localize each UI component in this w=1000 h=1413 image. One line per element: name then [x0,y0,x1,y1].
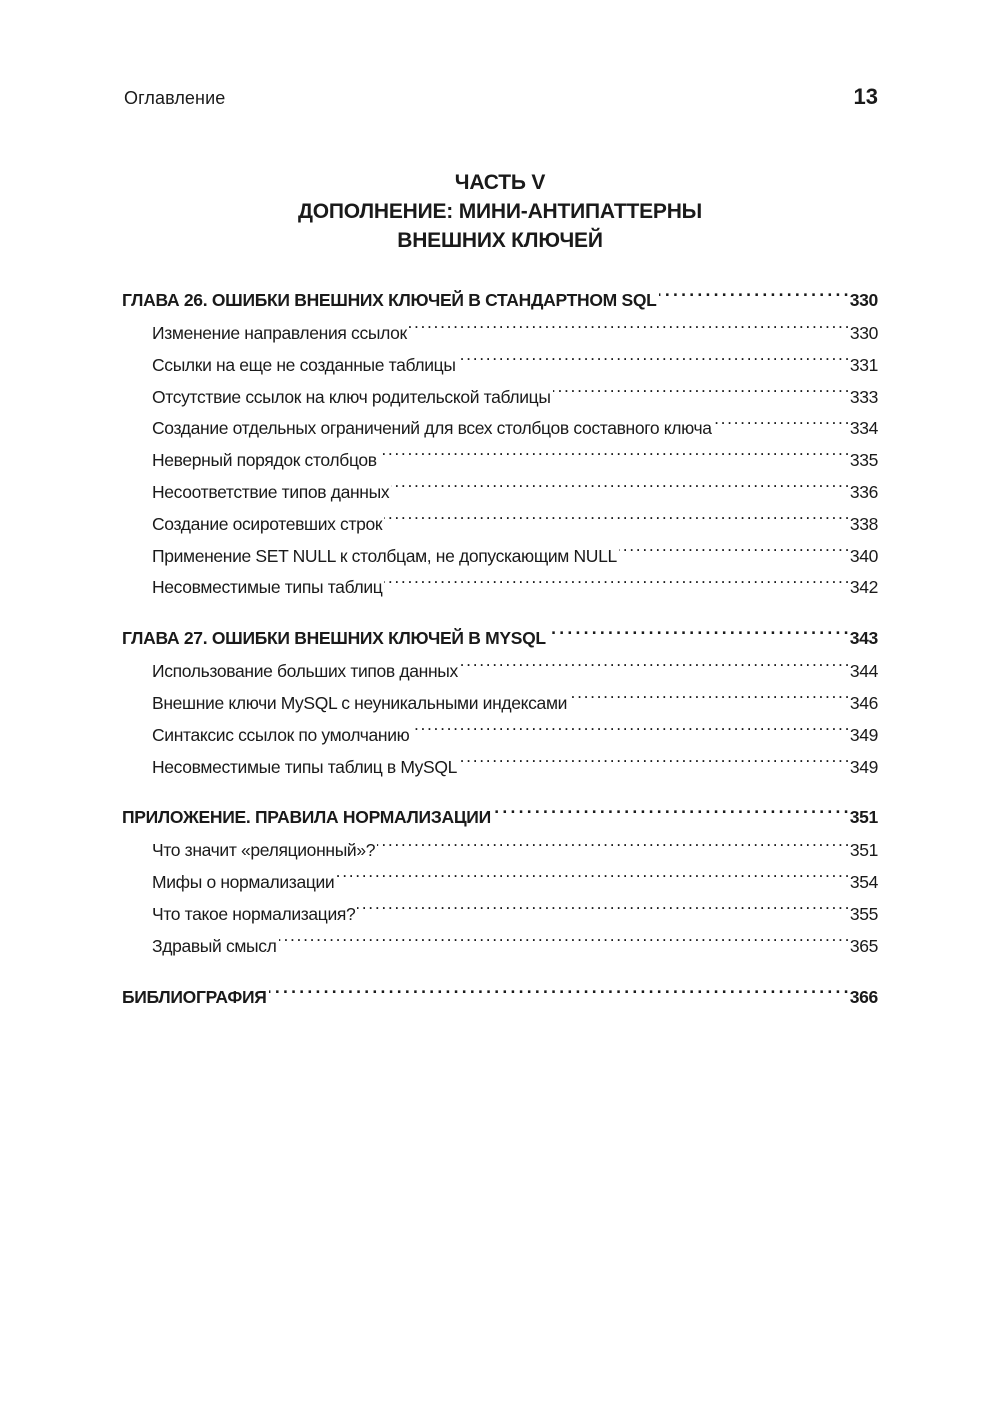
toc-dot-leader [391,480,848,498]
toc-section-list [122,835,878,962]
toc-section-page: 331 [849,354,878,375]
toc-section-title: Отсутствие ссылок на ключ родительской таблицы [152,386,551,407]
toc-section-entry [122,656,878,688]
toc-dot-leader [384,576,847,594]
toc-section-title: Изменение направления ссылок [152,323,407,343]
toc-dot-leader [269,985,848,1003]
toc-dot-leader [411,723,847,741]
toc-section-title: Синтаксис ссылок по умолчанию [152,724,410,745]
toc-section-title: Что такое нормализация? [152,903,356,924]
toc-section-entry [122,350,878,382]
toc-section-page: 355 [849,903,878,924]
toc-chapter-group [122,981,878,1013]
toc-chapter-group [122,801,878,962]
toc-section-page: 349 [849,724,878,745]
page-number: 13 [853,84,878,109]
toc-section-entry [122,509,878,541]
toc-chapter-entry [122,981,878,1013]
toc-chapter-entry [122,622,878,654]
toc-section-entry [122,867,878,899]
toc-chapter-title: ПРИЛОЖЕНИЕ. ПРАВИЛА НОРМАЛИЗАЦИИ [122,807,491,828]
toc-dot-leader [379,449,848,467]
toc-section-entry [122,899,878,931]
toc-section-title: Создание отдельных ограничений для всех столбцов составного ключа [152,418,712,439]
toc-section-page: 334 [849,418,878,439]
toc-chapter-title: ГЛАВА 27. ОШИБКИ ВНЕШНИХ КЛЮЧЕЙ В MYSQL [122,628,546,649]
toc-section-page: 340 [849,545,878,566]
toc-dot-leader [384,512,848,530]
toc-chapter-group [122,284,878,604]
toc-section-page: 351 [849,840,878,861]
toc-section-entry [122,318,878,350]
toc-section-title: Внешние ключи MySQL с неуникальными индексами [152,692,568,713]
part-title [0,168,1000,255]
toc-section-page: 336 [849,481,878,502]
table-of-contents [122,284,878,1031]
toc-chapter-page: 366 [849,986,878,1007]
toc-dot-leader [714,417,848,435]
toc-section-list [122,318,878,604]
toc-chapter-title: БИБЛИОГРАФИЯ [122,986,267,1007]
toc-section-entry [122,413,878,445]
toc-section-entry [122,541,878,573]
toc-dot-leader [619,544,848,562]
part-title-line: ЧАСТЬ V [454,171,546,194]
toc-chapter-page: 343 [849,628,878,649]
toc-dot-leader [409,322,848,340]
toc-section-entry [122,572,878,604]
running-head: Оглавление [124,88,226,108]
toc-section-page: 330 [849,323,878,343]
toc-section-page: 354 [849,872,878,893]
toc-section-title: Создание осиротевших строк [152,513,383,534]
toc-dot-leader [458,353,848,371]
toc-section-title: Что значит «реляционный»? [152,840,376,861]
toc-dot-leader [659,289,848,307]
toc-dot-leader [357,902,847,920]
toc-section-title: Несоответствие типов данных [152,481,390,502]
toc-dot-leader [279,934,848,952]
toc-dot-leader [493,806,848,824]
toc-section-title: Здравый смысл [152,935,277,956]
toc-section-entry [122,931,878,963]
part-title-line: ВНЕШНИХ КЛЮЧЕЙ [397,229,603,252]
toc-section-entry [122,720,878,752]
toc-section-entry [122,477,878,509]
toc-section-page: 338 [849,513,878,534]
toc-chapter-entry [122,801,878,833]
toc-section-page: 335 [849,450,878,471]
toc-section-title: Несовместимые типы таблиц [152,577,383,598]
toc-chapter-entry [122,284,878,316]
toc-section-title: Ссылки на еще не созданные таблицы [152,354,456,375]
toc-section-page: 349 [849,756,878,777]
toc-dot-leader [548,627,848,645]
toc-chapter-page: 330 [849,290,878,310]
toc-section-entry [122,688,878,720]
toc-section-entry [122,382,878,414]
toc-chapter-group [122,622,878,783]
toc-section-page: 333 [849,386,878,407]
toc-section-page: 344 [849,661,878,682]
toc-chapter-page: 351 [849,807,878,828]
toc-section-title: Неверный порядок столбцов [152,450,377,471]
toc-dot-leader [336,871,847,889]
part-title-line: ДОПОЛНЕНИЕ: МИНИ-АНТИПАТТЕРНЫ [297,200,703,223]
toc-section-page: 342 [849,577,878,598]
toc-section-title: Несовместимые типы таблиц в MySQL [152,756,457,777]
toc-dot-leader [553,385,848,403]
toc-section-list [122,656,878,783]
toc-dot-leader [459,755,848,773]
toc-section-entry [122,835,878,867]
toc-dot-leader [569,691,848,709]
toc-dot-leader [460,660,848,678]
toc-dot-leader [377,839,848,857]
toc-section-page: 365 [849,935,878,956]
toc-chapter-title: ГЛАВА 26. ОШИБКИ ВНЕШНИХ КЛЮЧЕЙ В СТАНДАРТНОМ SQL [122,290,657,310]
toc-section-entry [122,752,878,784]
toc-section-entry [122,445,878,477]
toc-section-title: Использование больших типов данных [152,661,458,682]
toc-section-title: Применение SET NULL к столбцам, не допускающим NULL [152,545,617,566]
toc-section-title: Мифы о нормализации [152,872,335,893]
toc-section-page: 346 [849,692,878,713]
